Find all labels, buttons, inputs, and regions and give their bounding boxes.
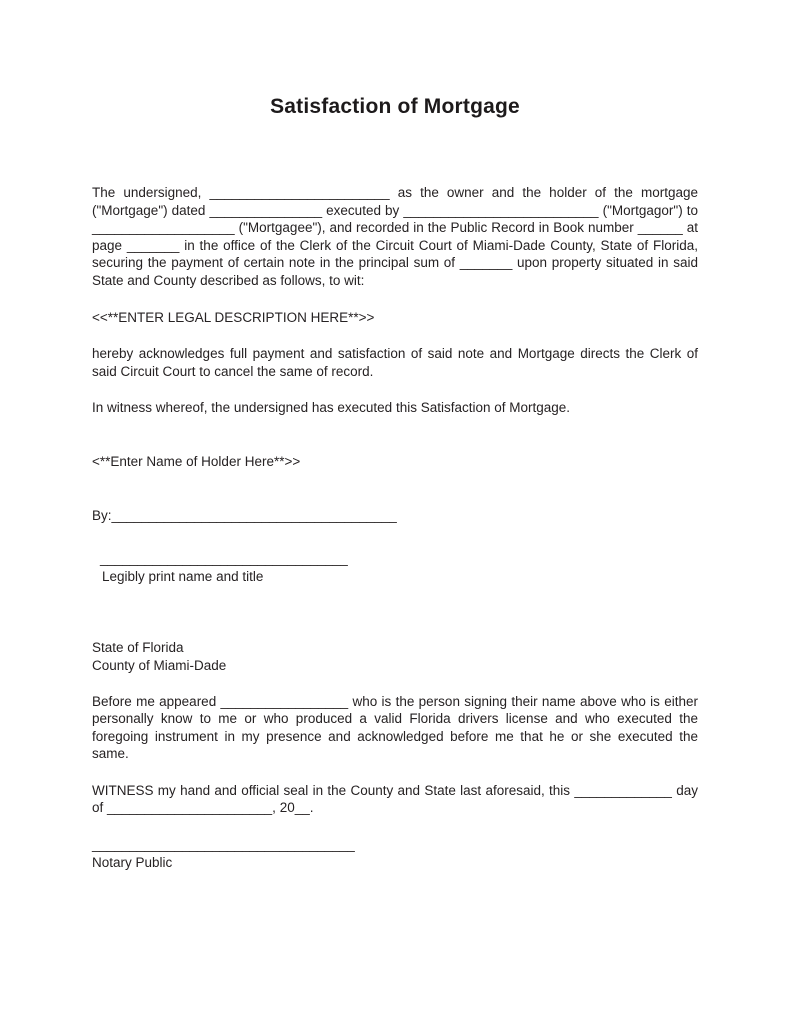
state-line: State of Florida [92,640,184,656]
printed-name-label: Legibly print name and title [102,568,264,584]
witness-seal-paragraph: WITNESS my hand and official seal in the County and State last aforesaid, this _____________ day of ______________________, 20__. [92,782,698,816]
notary-appearance-paragraph: Before me appeared _________________ who is the person signing their name above who is either personally know to me or who produced a valid Florida drivers license and who executed the foregoing instrument in my presence and acknowledged before me that he or she executed the same. [92,693,698,762]
notary-public-label: Notary Public [92,854,173,870]
county-line: County of Miami-Dade [92,657,227,673]
witness-whereof-clause: In witness whereof, the undersigned has executed this Satisfaction of Mortgage. [92,400,571,416]
intro-paragraph: The undersigned, ________________________ as the owner and the holder of the mortgage ("Mortgage") dated _______________ executed by __________________________ ("Mortgagor") to ___________________ ("Mortgagee"), and recorded in the Public Record in Book number ______ at page _______ in the office of the Clerk of the Circuit Court of Miami-Dade County, State of Florida, securing the payment of certain note in the principal sum of _______ upon property situated in said State and County described as follows, to wit: [92,185,698,288]
legal-description-placeholder: <<**ENTER LEGAL DESCRIPTION HERE**>> [92,309,375,325]
document-title: Satisfaction of Mortgage [270,95,520,118]
notary-signature-line: ___________________________________ [92,837,355,853]
printed-name-signature-line: _________________________________ [100,551,348,567]
acknowledgement-paragraph: hereby acknowledges full payment and satisfaction of said note and Mortgage directs the Clerk of said Circuit Court to cancel the same of record. [92,346,698,379]
holder-name-placeholder: <**Enter Name of Holder Here**>> [92,453,301,469]
by-signature-line: By:______________________________________ [92,507,397,523]
